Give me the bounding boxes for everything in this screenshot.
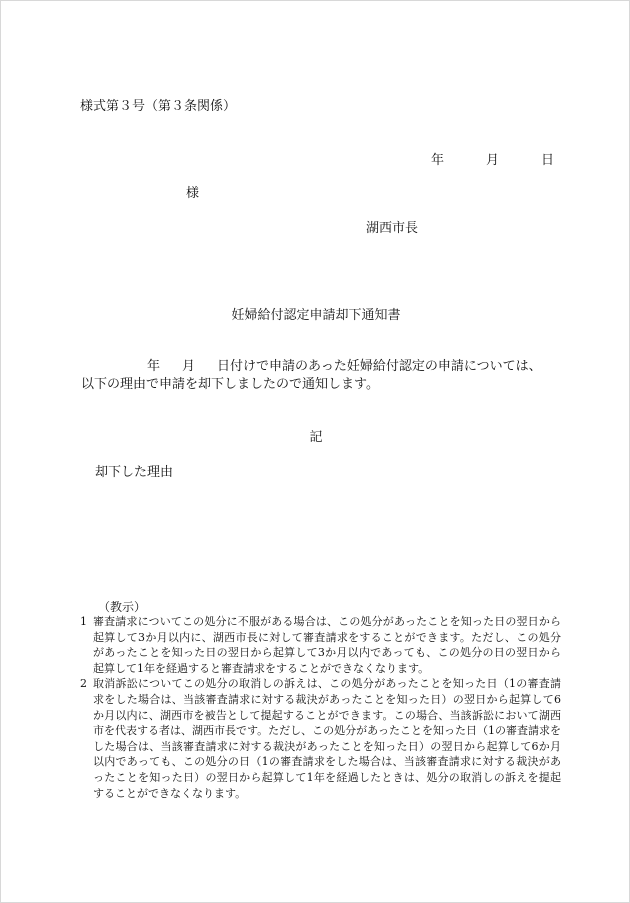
instruction-list xyxy=(81,614,561,801)
instruction-number: 1 xyxy=(80,615,87,628)
instruction-text: 審査請求についてこの処分に不服がある場合は、この処分があったことを知った日の翌日から起算して3か月以内に、湖西市長に対して審査請求をすることができます。ただし、この処分があったことを知った日の翌日から起算して3か月以内であっても、この処分の日の翌日から起算して1年を経過すると審査請求をすることができなくなります。 xyxy=(93,615,561,675)
addressee-suffix: 様 xyxy=(186,186,200,201)
body-line-1-rest: 日付けで申請のあった妊婦給付認定の申請については、 xyxy=(217,359,542,374)
instruction-text: 取消訴訟についてこの処分の取消しの訴えは、この処分があったことを知った日（1の審査請求をした場合は、当該審査請求に対する裁決があったことを知った日）の翌日から起算して6か月以内に、湖西市を被告として提起することができます。この場合、当該訴訟において湖西市を代表する者は、湖西市長です。ただし、この処分があったことを知った日（1の審査請求をした場合は、当該審査請求に対する裁決があったことを知った日）の翌日から起算して6か月以内であっても、この処分の日（1の審査請求をした場合は、当該審査請求に対する裁決があったことを知った日）の翌日から起算して1年を経過したときは、処分の取消しの訴えを提起することができなくなります。 xyxy=(93,677,562,800)
instruction-item xyxy=(81,676,561,801)
document-title: 妊婦給付認定申請却下通知書 xyxy=(231,308,401,323)
date-day-label: 日 xyxy=(541,153,555,168)
date-year-label: 年 xyxy=(431,153,445,168)
instruction-number: 2 xyxy=(80,677,87,691)
rejection-reason-label: 却下した理由 xyxy=(95,465,174,480)
instruction-item xyxy=(81,614,561,676)
body-year-label: 年 xyxy=(147,359,161,374)
instruction-heading: （教示） xyxy=(98,600,147,614)
body-line-1 xyxy=(147,355,542,374)
date-month-label: 月 xyxy=(486,153,500,168)
body-month-label: 月 xyxy=(182,359,196,374)
issuer-name: 湖西市長 xyxy=(366,221,419,236)
body-line-2: 以下の理由で申請を却下しましたので通知します。 xyxy=(81,377,379,392)
ki-heading: 記 xyxy=(309,430,323,445)
form-number: 様式第３号（第３条関係） xyxy=(80,99,237,114)
